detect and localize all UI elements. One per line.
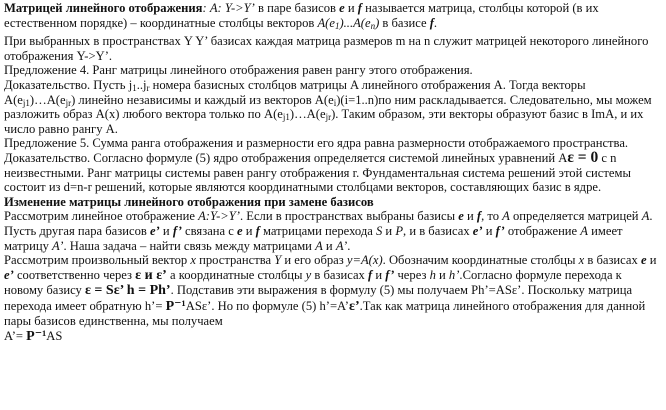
paragraph-matrix-statement: При выбранных в пространствах Y Y’ базисах каждая матрица размеров m на n служит матрицей некоторого линейного отображения Y->Y’. xyxy=(4,34,649,63)
proof-5: Доказательство. Согласно формуле (5) ядро отображения определяется системой линейных уравнений Aε = 0 с n неизвестными. Ранг матрицы системы равен рангу отображения r. Фундаментальная система решений этой системы состоит из d=n-r решений, которые являются координатными столбцами векторов, составляющих базис в ядре. xyxy=(4,148,631,195)
kernel-equation: ε = 0 xyxy=(567,148,599,166)
proposition-4: Предложение 4. Ранг матрицы линейного отображения равен рангу этого отображения. xyxy=(4,63,473,78)
proposition-5: Предложение 5. Сумма ранга отображения и размерности его ядра равна размерности отображаемого пространства. xyxy=(4,136,629,151)
definition-term: Матрицей линейного отображения xyxy=(4,1,203,15)
paragraph-derivation: Рассмотрим произвольный вектор x пространства Y и его образ y=A(x). Обозначим координатные столбцы x в базисах e и e’ соответственно через ε и ε’ а координатные столбцы y в базисах f и f’ через h и h’.Согласно формуле перехода к новому базису ε = Sε’ h = Ph’. Подставив эти выражения в формулу (5) мы получаем Ph’=ASε’. Поскольку матрица перехода имеет обратную h’= P⁻¹ASε’. Но по формуле (5) h’=A’ε’.Так как матрица линейного отображения для данной пары базисов единственна, мы получаем xyxy=(4,253,657,329)
paragraph-setup: Рассмотрим линейное отображение A:Y->Y’. Если в пространствах выбраны базисы e и f, то A определяется матрицей A. Пусть другая пара базисов e’ и f’ связана с e и f матрицами перехода S и P, и в базисах e’ и f’ отображение A имеет матрицу A’. Наша задача – найти связь между матрицами A и A’. xyxy=(4,209,653,253)
basis-change-formula: ε = Sε’ h = Ph’ xyxy=(84,283,171,299)
proof-4: Доказательство. Пусть $j_1..j_r$ номера базисных столбцов матрицы A линейного отображения A. Тогда векторы $A(e_{j1})\dots A(e_{jr})$ линейно независимы и каждый из векторов $A(e_i)(i=1..n)по$ ним раскладывается. Следовательно, мы можем разложить образ A(x) любого вектора только по $A(e_{j1})\dots A(e_{jr})$. Таким образом, эти векторы образуют базис в ImA, и их число равно рангу A. xyxy=(4,77,652,136)
definition-paragraph: Матрицей линейного отображения: A: Y->Y’ в паре базисов e и f называется матрица, столбцы которой (в их естественном порядке) – координатные столбцы векторов $A(e_1)...A(e_n)$ в базисе f. xyxy=(4,1,599,31)
inverse-p: P⁻¹ xyxy=(165,298,186,314)
epsilon-pair: ε и ε’ xyxy=(135,267,167,283)
section-heading: Изменение матрицы линейного отображения при замене базисов xyxy=(4,194,374,209)
result-formula: A’= P⁻¹AS xyxy=(4,329,63,345)
